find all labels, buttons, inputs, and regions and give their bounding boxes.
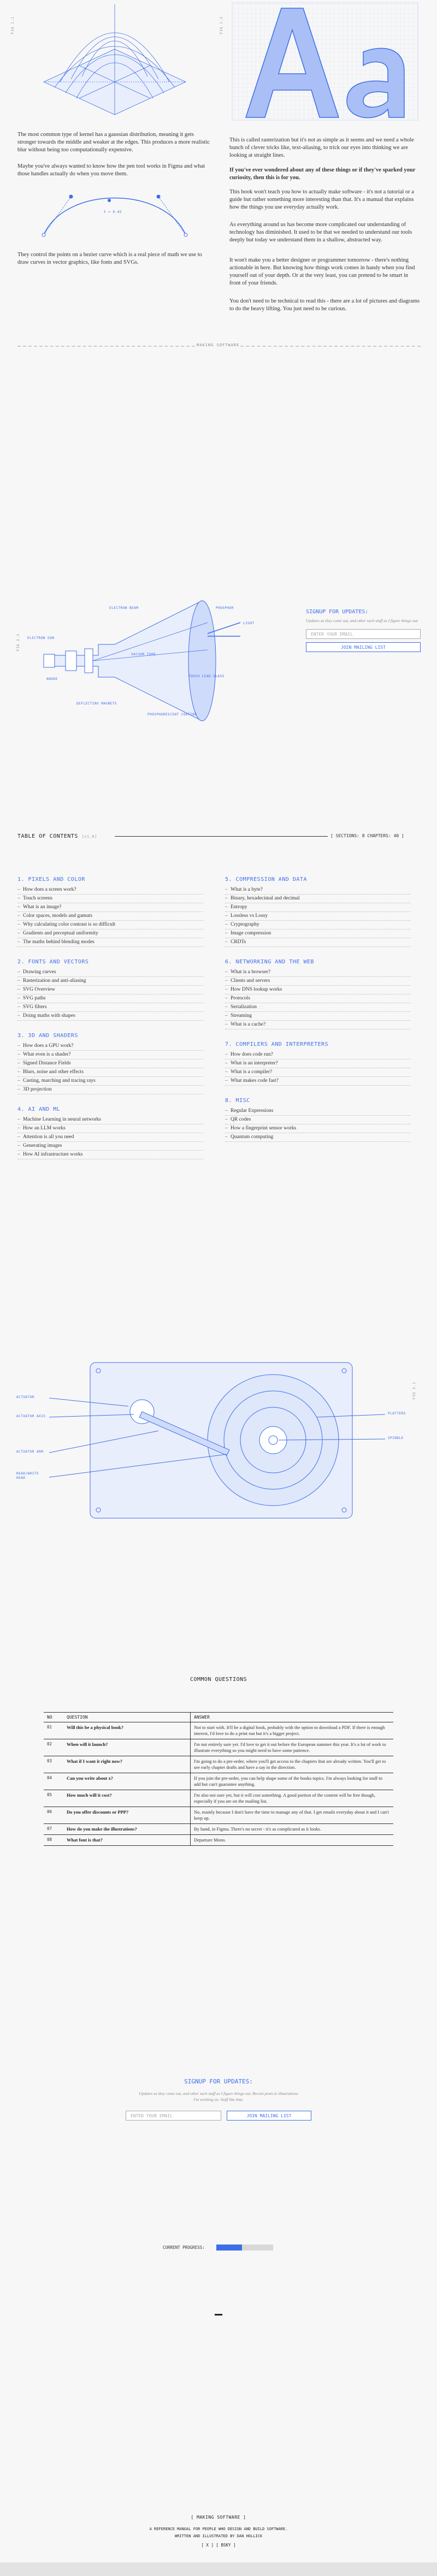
toc-section [225, 877, 411, 947]
toc-chapter-item[interactable]: – What is an interpreter? [225, 1059, 411, 1068]
toc-section-title[interactable]: 1. PIXELS AND COLOR [17, 877, 85, 883]
faq-row-number: 05 [44, 1790, 63, 1807]
hdd-figure [16, 1357, 410, 1521]
toc-chapter-list [225, 1107, 411, 1142]
crt-label-electron-gun: ELECTRON GUN [27, 636, 55, 640]
section-divider [240, 346, 421, 347]
crt-label-deflecting-magnets: DEFLECTING MAGNETS [76, 702, 117, 706]
toc-chapter-item[interactable]: – How AI infrastructure works [17, 1151, 203, 1159]
faq-row [44, 1790, 393, 1807]
footer-social-links[interactable]: [ X ] [ BSKY ] [201, 2543, 236, 2548]
toc-chapter-item[interactable]: – Why calculating color contrast is so difficult [17, 921, 203, 929]
faq-row-number: 01 [44, 1722, 63, 1739]
toc-chapter-list [225, 1051, 411, 1086]
crt-label-phosphor: PHOSPHOR [216, 606, 234, 610]
pixel-grid-letters-illustration [229, 0, 421, 126]
faq-row [44, 1722, 393, 1739]
hdd-label-actuator-axis: ACTUATOR AXIS [16, 1414, 46, 1418]
crt-label-electron-beam: ELECTRON BEAM [109, 606, 139, 610]
intro-highlight-paragraph: If you've ever wondered about any of these things or if they've sparked your curiosity, then this is for you. [229, 167, 416, 181]
toc-chapter-list [17, 886, 203, 947]
crt-label-phosphorescent-coating: PHOSPHORESCENT COATING [147, 713, 197, 716]
toc-column [17, 877, 203, 1171]
toc-chapter-item[interactable]: – Lossless vs Lossy [225, 912, 411, 921]
toc-chapter-item[interactable]: – QR codes [225, 1116, 411, 1124]
toc-chapter-item[interactable]: – Serialization [225, 1003, 411, 1012]
faq-row-question: When will it launch? [63, 1739, 191, 1756]
faq-row-number: 04 [44, 1773, 63, 1790]
toc-chapter-item[interactable]: – The maths behind blending modes [17, 938, 203, 947]
faq-row-answer: Departure Mono. [191, 1835, 394, 1846]
toc-chapter-item[interactable]: – Touch screens [17, 895, 203, 903]
toc-chapter-list [17, 968, 203, 1021]
progress-label: CURRENT PROGRESS: [163, 2245, 205, 2250]
toc-chapter-list [225, 886, 411, 947]
toc-chapter-item[interactable]: – How a fingerprint sensor works [225, 1124, 411, 1133]
toc-chapter-item[interactable]: – What is a compiler? [225, 1068, 411, 1077]
footer-author: WRITTEN AND ILLUSTRATED BY DAN HOLLICK [174, 2534, 263, 2538]
toc-section [225, 1041, 411, 1086]
faq-col-question: QUESTION [63, 1713, 191, 1722]
toc-chapter-item[interactable]: – Doing maths with shapes [17, 1012, 203, 1021]
hdd-label-actuator: ACTUATOR [16, 1395, 34, 1399]
toc-chapter-item[interactable]: – Entropy [225, 903, 411, 912]
faq-row-number: 07 [44, 1824, 63, 1835]
faq-row-question: Do you offer discounts or PPP? [63, 1807, 191, 1824]
intro-paragraph: They control the points on a bezier curve which is a real piece of math we use to draw curves in vector graphics, like fonts and SVGs. [17, 252, 202, 265]
toc-chapter-item[interactable]: – Binary, hexadecimal and decimal [225, 895, 411, 903]
signup-title: SIGNUP FOR UPDATES: [306, 609, 369, 615]
toc-section-title[interactable]: 6. NETWORKING AND THE WEB [225, 959, 315, 965]
toc-section [17, 877, 203, 947]
footer-title: [ MAKING SOFTWARE ] [191, 2515, 246, 2520]
toc-section-title[interactable]: 7. COMPILERS AND INTERPRETERS [225, 1041, 329, 1047]
crt-tube-illustration [22, 590, 273, 732]
faq-row-answer: I'm going to do a pre-order, where you'll get access to the chapters that are already written. You'll get to see early chapter drafts and have a say in the direction. [191, 1756, 394, 1773]
toc-chapter-item[interactable]: – Streaming [225, 1012, 411, 1021]
faq-row-question: What if I want it right now? [63, 1756, 191, 1773]
faq-row-number: 08 [44, 1835, 63, 1846]
toc-chapter-item[interactable]: – Quantum computing [225, 1133, 411, 1142]
fig-label: FIG 3.1 [412, 1382, 416, 1400]
faq-row [44, 1756, 393, 1773]
fig-label: FIG 1.2 [220, 16, 223, 34]
toc-chapter-item[interactable]: – Regular Expressions [225, 1107, 411, 1116]
toc-chapter-item[interactable]: – Gradients and perceptual uniformity [17, 929, 203, 938]
toc-meta: [ SECTIONS: 8 CHAPTERS: 40 ] [330, 833, 404, 838]
intro-paragraph: It won't make you a better designer or programmer tomorrow - there's nothing actionable in here. But knowing how things work comes in handy when you find yourself out of your depth. Or at the very least, you can pretend to be smart in front of your friends. [229, 257, 415, 286]
toc-chapter-item[interactable]: – Clients and servers [225, 977, 411, 986]
signup-description: Updates as they come out, and other such stuff as I figure things out. Recent posts to illustrations I'm working on. Stuff like that. [139, 2091, 298, 2102]
faq-col-answer: ANSWER [191, 1713, 394, 1722]
progress-bar [216, 2245, 273, 2251]
divider-label: MAKING SOFTWARE [197, 343, 240, 347]
toc-section [17, 1106, 203, 1159]
intro-paragraph: This book won't teach you how to actually make software - it's not a tutorial or a guide but rather something more interesting than that. It's a manual that explains how the things you use everyday actually work. [229, 189, 414, 210]
faq-row [44, 1739, 393, 1756]
faq-row-answer: I'm not entirely sure yet. I'd love to get it out before the European summer this year. It's a lot of work to illustrate everything so you might need to have some patience. [191, 1739, 394, 1756]
toc-chapter-item[interactable]: – Rasterization and anti-aliasing [17, 977, 203, 986]
intro-paragraph: As everything around us has become more complicated our understanding of technology has diminished. It used to be that we needed to understand our tools deeply but today we understand them in a shallow, abstracted way. [229, 222, 412, 243]
crt-label-light: LIGHT [243, 621, 255, 625]
intro-paragraph: You don't need to be technical to read this - there are a lot of pictures and diagrams to do the heavy lifting. You just need to be curious. [229, 298, 420, 312]
toc-chapter-item[interactable]: – SVG filters [17, 1003, 203, 1012]
faq-table [44, 1712, 393, 1846]
toc-chapter-item[interactable]: – What is a cache? [225, 1021, 411, 1029]
toc-chapter-item[interactable]: – Attention is all you need [17, 1133, 203, 1142]
faq-row-number: 06 [44, 1807, 63, 1824]
toc-chapter-item[interactable]: – Casting, marching and tracing rays [17, 1077, 203, 1086]
faq-row [44, 1835, 393, 1846]
toc-chapter-item[interactable]: – Signed Distance Fields [17, 1059, 203, 1068]
faq-row [44, 1824, 393, 1835]
join-mailing-list-button[interactable]: JOIN MAILING LIST [306, 642, 421, 652]
bezier-t-label: t = 0.45 [104, 210, 122, 214]
faq-header-row [44, 1713, 393, 1722]
footer-bottom-bar [0, 2562, 437, 2576]
toc-section-title[interactable]: 4. AI AND ML [17, 1106, 61, 1112]
faq-row-question: How do you make the illustrations? [63, 1824, 191, 1835]
toc-chapter-item[interactable]: – Protocols [225, 994, 411, 1003]
join-mailing-list-button[interactable]: JOIN MAILING LIST [227, 2111, 311, 2121]
hdd-label-head: READ/WRITE HEAD [16, 1472, 39, 1480]
toc-chapter-item[interactable]: – 3D projection [17, 1086, 203, 1094]
faq-row [44, 1807, 393, 1824]
faq-row-question: Can you write about x? [63, 1773, 191, 1790]
crt-label-touch-lead-glass: TOUCH LEAD GLASS [188, 674, 225, 678]
faq-row-question: How much will it cost? [63, 1790, 191, 1807]
intro-paragraph: The most common type of kernel has a gaussian distribution, meaning it gets stronger towards the middle and weaker at the edges. This produces a more realistic blur without being too computationally expensive. [17, 132, 210, 153]
faq-row-question: Will this be a physical book? [63, 1722, 191, 1739]
hdd-label-actuator-arm: ACTUATOR ARM [16, 1450, 44, 1454]
crt-figure [22, 590, 273, 732]
faq-col-num: NO [44, 1713, 63, 1722]
fig-label: FIG 2.1 [16, 633, 20, 652]
toc-chapter-item[interactable]: – Cryptography [225, 921, 411, 929]
toc-chapter-item[interactable]: – How does a GPU work? [17, 1042, 203, 1051]
progress-bar-fill [216, 2245, 242, 2251]
section-ornament [215, 2314, 222, 2316]
toc-section-title[interactable]: 2. FONTS AND VECTORS [17, 959, 89, 965]
toc-version: [v1.0] [81, 834, 97, 839]
toc-section-title[interactable]: 8. MISC [225, 1098, 250, 1104]
hdd-label-spindle: SPINDLE [388, 1436, 404, 1440]
toc-chapter-item[interactable]: – How DNS lookup works [225, 986, 411, 994]
rasterization-figure [220, 0, 421, 126]
toc-section [17, 1033, 203, 1094]
toc-chapter-item[interactable]: – What even is a shader? [17, 1051, 203, 1059]
gaussian-surface-illustration [22, 0, 208, 123]
toc-chapter-item[interactable]: – How does a screen work? [17, 886, 203, 895]
toc-chapter-item[interactable]: – Color spaces, models and gamuts [17, 912, 203, 921]
signup-title: SIGNUP FOR UPDATES: [184, 2078, 253, 2085]
toc-chapter-item[interactable]: – How an LLM works [17, 1124, 203, 1133]
faq-title: COMMON QUESTIONS [190, 1677, 247, 1683]
toc-section [225, 959, 411, 1029]
toc-chapter-item[interactable]: – SVG paths [17, 994, 203, 1003]
toc-chapter-item[interactable]: – Blurs, noise and other effects [17, 1068, 203, 1077]
toc-section [17, 959, 203, 1021]
faq-row-answer: I'm also not sure yet, but it will cost something. A good portion of the content will be free though, especially if you are on the mailing list. [191, 1790, 394, 1807]
toc-chapter-item[interactable]: – Drawing curves [17, 968, 203, 977]
faq-row-question: What font is that? [63, 1835, 191, 1846]
toc-chapter-item[interactable]: – Generating images [17, 1142, 203, 1151]
toc-chapter-item[interactable]: – How does code run? [225, 1051, 411, 1059]
toc-column [225, 877, 411, 1154]
toc-section-title[interactable]: 5. COMPRESSION AND DATA [225, 877, 307, 883]
toc-chapter-item[interactable]: – What makes code fast? [225, 1077, 411, 1086]
toc-chapter-list [17, 1042, 203, 1094]
toc-chapter-item[interactable]: – What is a byte? [225, 886, 411, 895]
signup-description: Updates as they come out, and other such stuff as I figure things out. [306, 618, 419, 623]
toc-chapter-item[interactable]: – SVG Overview [17, 986, 203, 994]
hard-drive-illustration [16, 1357, 410, 1521]
faq-row-answer: If you join the pre-order, you can help shape some of the books topics. I'm always looking for stuff to add but can't guarantee anything. [191, 1773, 394, 1790]
toc-chapter-item[interactable]: – What is a browser? [225, 968, 411, 977]
crt-signup-panel [306, 609, 421, 652]
toc-title-text: TABLE OF CONTENTS [17, 833, 78, 839]
toc-rule [115, 836, 328, 837]
toc-chapter-item[interactable]: – Machine Learning in neural networks [17, 1116, 203, 1124]
faq-row [44, 1773, 393, 1790]
intro-paragraph: Maybe you've always wanted to know how the pen tool works in Figma and what those handles actually do when you move them. [17, 163, 205, 177]
fig-label: FIG 1.1 [11, 16, 15, 34]
faq-row-answer: By hand, in Figma. There's no secret - it's as complicated as it looks. [191, 1824, 394, 1835]
faq-row-answer: No, mainly because I don't have the time to manage any of that. I get emails everyday about it and I can't keep up. [191, 1807, 394, 1824]
toc-chapter-item[interactable]: – Image compression [225, 929, 411, 938]
toc-chapter-list [17, 1116, 203, 1159]
crt-label-vacuum-tube: VACUUM TUBE [131, 653, 156, 656]
faq-row-answer: Not to start with. It'll be a digital book, probably with the option to download a PDF. If there is enough interest, I'd love to do a print run but it's a bigger project. [191, 1722, 394, 1739]
email-input[interactable]: ENTER YOUR EMAIL [126, 2111, 221, 2121]
hdd-label-platters: PLATTERS [388, 1412, 406, 1416]
bezier-figure [22, 180, 208, 246]
toc-title [17, 833, 97, 839]
faq-row-number: 02 [44, 1739, 63, 1756]
crt-label-anode: ANODE [46, 677, 58, 681]
section-divider [17, 346, 195, 347]
toc-section [225, 1098, 411, 1142]
toc-chapter-list [225, 968, 411, 1029]
toc-chapter-item[interactable]: – CRDTs [225, 938, 411, 947]
intro-paragraph: This is called rasterization but it's not as simple as it seems and we need a whole bunch of clever tricks like, text-aliasing, to trick our eyes into thinking we are looking at straight lines. [229, 137, 414, 158]
footer-tagline: A REFERENCE MANUAL FOR PEOPLE WHO DESIGN AND BUILD SOFTWARE. [149, 2527, 288, 2531]
toc-section-title[interactable]: 3. 3D AND SHADERS [17, 1033, 78, 1039]
faq-row-number: 03 [44, 1756, 63, 1773]
gaussian-figure [11, 0, 208, 123]
toc-chapter-item[interactable]: – What is an image? [17, 903, 203, 912]
email-input[interactable]: ENTER YOUR EMAIL [306, 629, 421, 639]
